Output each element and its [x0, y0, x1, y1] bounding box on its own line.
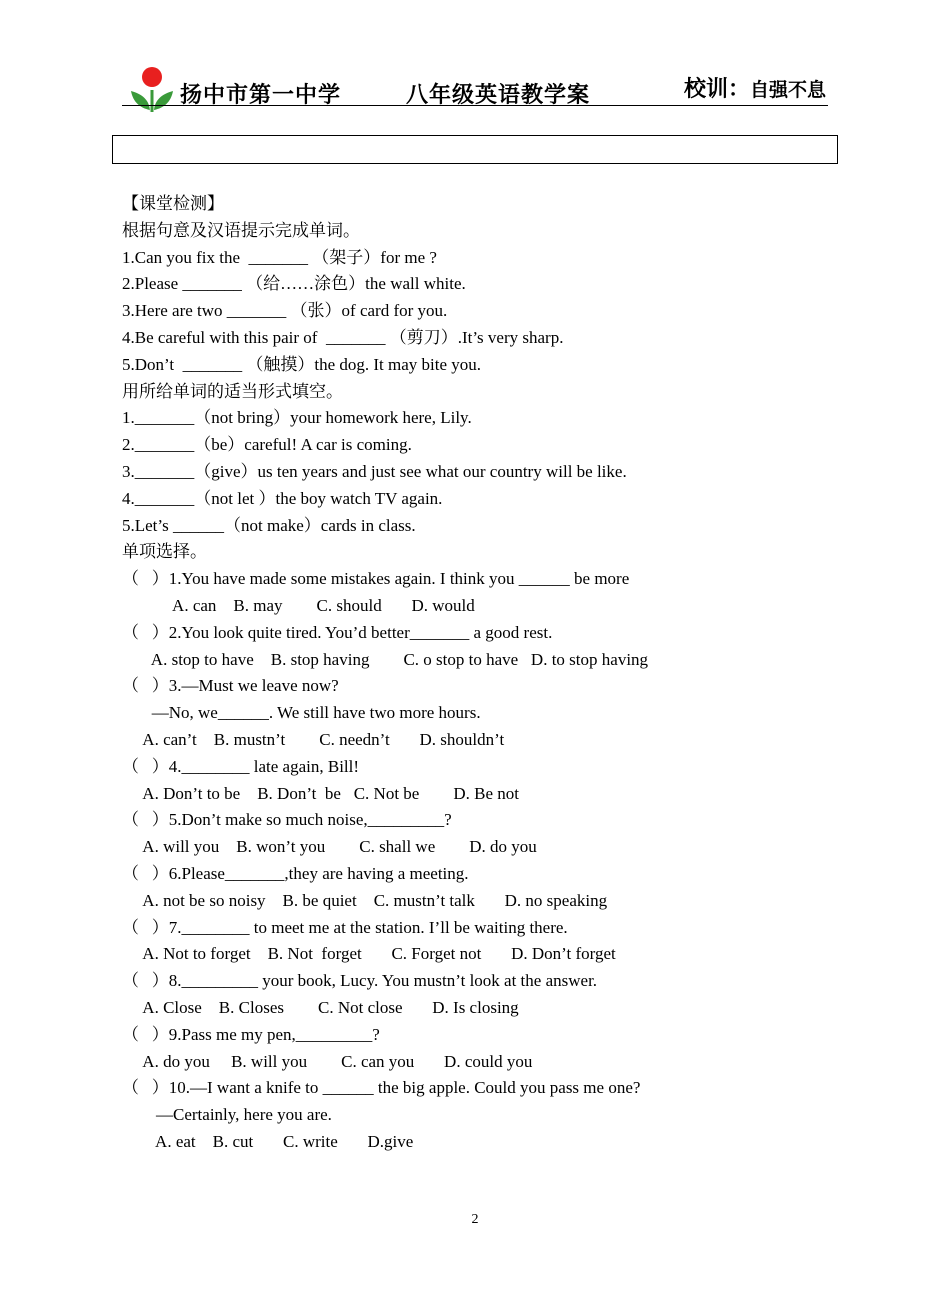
question-line: 3._______（give）us ten years and just see what our country will be like.: [122, 461, 627, 481]
question-line: 4.Be careful with this pair of _______ （剪刀）.It’s very sharp.: [122, 327, 564, 347]
question-line: （ ）10.—I want a knife to ______ the big apple. Could you pass me one?: [122, 1078, 641, 1098]
question-line: 5.Let’s ______（not make）cards in class.: [122, 515, 416, 535]
section-heading: 【课堂检测】: [122, 194, 224, 213]
question-line: 5.Don’t _______ （触摸）the dog. It may bite you.: [122, 354, 482, 374]
options-line: A. stop to have B. stop having C. o stop to have D. to stop having: [122, 649, 649, 669]
question-line: 3.Here are two _______ （张）of card for you.: [122, 301, 448, 321]
question-line: —No, we______. We still have two more hours.: [122, 703, 481, 723]
question-line: —Certainly, here you are.: [122, 1105, 332, 1125]
options-line: A. not be so noisy B. be quiet C. mustn’t talk D. no speaking: [122, 890, 608, 910]
course-title: 八年级英语教学案: [406, 83, 591, 108]
question-line: （ ）7.________ to meet me at the station. I’ll be waiting there.: [122, 917, 568, 937]
question-line: （ ）6.Please_______,they are having a meeting.: [122, 863, 469, 883]
school-name: 扬中市第一中学: [180, 83, 342, 108]
question-line: （ ）9.Pass me my pen,_________?: [122, 1024, 380, 1044]
question-line: 2._______（be）careful! A car is coming.: [122, 435, 412, 455]
question-line: （ ）4.________ late again, Bill!: [122, 756, 360, 776]
options-line: A. Not to forget B. Not forget C. Forget not D. Don’t forget: [122, 944, 616, 964]
options-line: A. will you B. won’t you C. shall we D. do you: [122, 837, 537, 857]
question-line: （ ）2.You look quite tired. You’d better_______ a good rest.: [122, 622, 553, 642]
question-line: （ ）8._________ your book, Lucy. You mustn’t look at the answer.: [122, 971, 598, 991]
motto-label: 校训：: [684, 77, 751, 102]
school-motto: [684, 72, 826, 103]
question-line: （ ）5.Don’t make so much noise,_________?: [122, 810, 452, 830]
motto-text: 自强不息: [750, 79, 827, 101]
question-line: （ ）3.—Must we leave now?: [122, 676, 339, 696]
empty-box: [112, 135, 838, 164]
options-line: A. Close B. Closes C. Not close D. Is closing: [122, 997, 519, 1017]
options-line: A. can’t B. mustn’t C. needn’t D. shouldn’t: [122, 729, 505, 749]
options-line: A. do you B. will you C. can you D. could you: [122, 1051, 533, 1071]
page-number: 2: [471, 1212, 479, 1227]
instruction: 单项选择。: [122, 542, 207, 562]
question-line: 1._______（not bring）your homework here, Lily.: [122, 408, 472, 428]
options-line: A. can B. may C. should D. would: [122, 595, 475, 615]
header-divider: [122, 105, 828, 106]
question-line: 4._______（not let ）the boy watch TV again.: [122, 488, 443, 508]
question-line: 1.Can you fix the _______ （架子）for me ?: [122, 247, 437, 267]
instruction: 根据句意及汉语提示完成单词。: [122, 220, 360, 240]
instruction: 用所给单词的适当形式填空。: [122, 381, 343, 401]
school-logo-icon: [128, 66, 176, 114]
question-line: （ ）1.You have made some mistakes again. I think you ______ be more: [122, 569, 630, 589]
exercise-content: [122, 191, 862, 1156]
options-line: A. Don’t to be B. Don’t be C. Not be D. Be not: [122, 783, 519, 803]
options-line: A. eat B. cut C. write D.give: [122, 1131, 414, 1151]
question-line: 2.Please _______ （给……涂色）the wall white.: [122, 274, 466, 294]
